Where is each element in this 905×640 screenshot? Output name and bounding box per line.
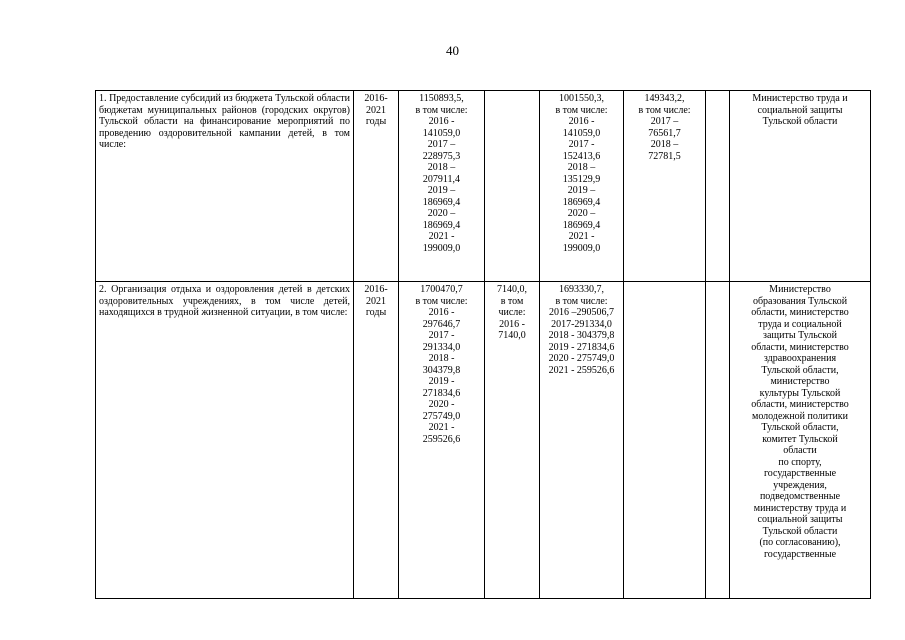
cell-line: 7140,0, <box>497 284 527 295</box>
cell-line: Министерство <box>769 284 831 295</box>
regional-funding-cell <box>540 91 624 282</box>
cell-line: в том числе: <box>638 104 691 116</box>
table-row <box>96 282 871 599</box>
cell-line: учреждения, <box>773 479 827 491</box>
cell-line: 2016- <box>364 93 388 104</box>
other-funding-cell <box>706 282 730 599</box>
cell-line: 199009,0 <box>562 242 601 254</box>
cell-line: 2016 - <box>428 116 455 127</box>
cell-line: государственные <box>763 468 837 479</box>
total-funding-cell <box>399 91 485 282</box>
cell-line: 2021 - 259526,6 <box>548 364 615 376</box>
cell-line: государственные <box>763 548 837 560</box>
cell-line: (по согласованию), <box>759 537 841 548</box>
cell-line: подведомственные <box>759 491 841 502</box>
cell-line: 2017 – <box>427 139 456 150</box>
cell-line: 297646,7 <box>422 318 461 330</box>
cell-line: 2021 - <box>568 231 595 242</box>
cell-line: 1001550,3, <box>559 93 604 104</box>
cell-line: в том числе: <box>415 295 468 307</box>
cell-line: области, министерство <box>751 307 849 318</box>
table-row <box>96 91 871 282</box>
cell-line: 2021 - <box>428 422 455 433</box>
cell-line: 2021 - <box>428 231 455 242</box>
cell-line: в том <box>500 295 524 307</box>
cell-line: 135129,9 <box>562 173 601 185</box>
activity-description: 2. Организация отдыха и оздоровления детей в детских оздоровительных учреждениях, в том числе детей, находящихся в трудной жизненной ситуации, в том числе: <box>96 282 354 599</box>
cell-line: 2019 – <box>427 185 456 196</box>
municipal-funding-cell <box>624 91 706 282</box>
cell-line: министерство <box>770 376 830 387</box>
cell-line: 2020 – <box>427 208 456 219</box>
cell-line: 275749,0 <box>422 410 461 422</box>
cell-line: 1700470,7 <box>420 284 463 295</box>
cell-line: 2020 - 275749,0 <box>548 353 615 364</box>
period-cell <box>354 91 399 282</box>
cell-line: Тульской области <box>762 525 838 537</box>
cell-line: 228975,3 <box>422 150 461 162</box>
cell-line: труда и социальной <box>758 318 842 330</box>
cell-line: 149343,2, <box>644 93 685 104</box>
cell-line: области, министерство <box>751 341 849 353</box>
cell-line: в том числе: <box>415 104 468 116</box>
cell-line: 2020 – <box>567 208 596 219</box>
federal-funding-cell <box>485 91 540 282</box>
cell-line: 2017 - <box>568 139 595 150</box>
cell-line: 2016 - <box>499 318 525 330</box>
cell-line: здравоохранения <box>763 353 837 364</box>
federal-funding-cell <box>485 282 540 599</box>
cell-line: 2021 <box>366 295 386 307</box>
cell-line: 304379,8 <box>422 364 461 376</box>
cell-line: 7140,0 <box>498 330 526 341</box>
cell-line: 207911,4 <box>422 173 461 185</box>
cell-line: числе: <box>498 307 526 318</box>
program-table <box>95 90 871 599</box>
cell-line: 2016 - <box>428 307 455 318</box>
cell-line: 1693330,7, <box>559 284 604 295</box>
cell-line: годы <box>365 116 387 127</box>
cell-line: 141059,0 <box>422 127 461 139</box>
cell-line: 291334,0 <box>422 341 461 353</box>
cell-line: 186969,4 <box>562 219 601 231</box>
cell-line: комитет Тульской <box>762 433 838 445</box>
other-funding-cell <box>706 91 730 282</box>
cell-line: социальной защиты <box>757 514 843 525</box>
cell-line: 2019 – <box>567 185 596 196</box>
cell-line: 141059,0 <box>562 127 601 139</box>
cell-line: 2017 – <box>650 116 679 127</box>
cell-line: 2018 – <box>427 162 456 173</box>
cell-line: министерству труда и <box>753 502 847 514</box>
cell-line: 186969,4 <box>422 219 461 231</box>
cell-line: 199009,0 <box>422 242 461 254</box>
executor-cell <box>730 91 871 282</box>
cell-line: 2017 - <box>428 330 455 341</box>
cell-line: 1150893,5, <box>419 93 464 104</box>
cell-line: 72781,5 <box>648 150 681 162</box>
total-funding-cell <box>399 282 485 599</box>
cell-line: 2016 –290506,7 <box>549 307 614 318</box>
cell-line: 76561,7 <box>648 127 681 139</box>
cell-line: 2018 – <box>567 162 596 173</box>
cell-line: 2018 – <box>650 139 679 150</box>
cell-line: 2017-291334,0 <box>551 318 612 330</box>
cell-line: 2016 - <box>568 116 595 127</box>
cell-line: молодежной политики <box>751 410 849 422</box>
cell-line: по спорту, <box>778 456 822 468</box>
cell-line: 2016- <box>364 284 388 295</box>
cell-line: в том числе: <box>555 104 608 116</box>
cell-line: 2018 - <box>428 353 455 364</box>
cell-line: защиты Тульской <box>763 330 837 341</box>
cell-line: области <box>783 445 817 456</box>
period-cell <box>354 282 399 599</box>
cell-line: 2019 - <box>428 376 455 387</box>
cell-line: культуры Тульской <box>759 387 841 399</box>
cell-line: в том числе: <box>555 295 608 307</box>
cell-line: 152413,6 <box>562 150 601 162</box>
cell-line: области, министерство <box>751 399 849 410</box>
cell-line: 2021 <box>366 104 386 116</box>
cell-line: Тульской области <box>762 116 838 127</box>
cell-line: 186969,4 <box>422 196 461 208</box>
page-number: 40 <box>446 43 459 58</box>
cell-line: Тульской области, <box>761 422 839 433</box>
cell-line: 271834,6 <box>422 387 461 399</box>
activity-description: 1. Предоставление субсидий из бюджета Тульской области бюджетам муниципальных районов (городских округов) Тульской области на финансирование мероприятий по проведению оздоровительной кампании детей, в том числе: <box>96 91 354 282</box>
cell-line: социальной защиты <box>757 104 843 116</box>
cell-line: 259526,6 <box>422 433 461 445</box>
cell-line: 2018 - 304379,8 <box>548 330 615 341</box>
municipal-funding-cell <box>624 282 706 599</box>
executor-cell <box>730 282 871 599</box>
cell-line: образования Тульской <box>752 295 848 307</box>
cell-line: 2020 - <box>428 399 455 410</box>
cell-line: 186969,4 <box>562 196 601 208</box>
cell-line: Тульской области, <box>761 364 839 376</box>
regional-funding-cell <box>540 282 624 599</box>
cell-line: годы <box>365 307 387 318</box>
cell-line: Министерство труда и <box>752 93 848 104</box>
cell-line: 2019 - 271834,6 <box>548 341 615 353</box>
